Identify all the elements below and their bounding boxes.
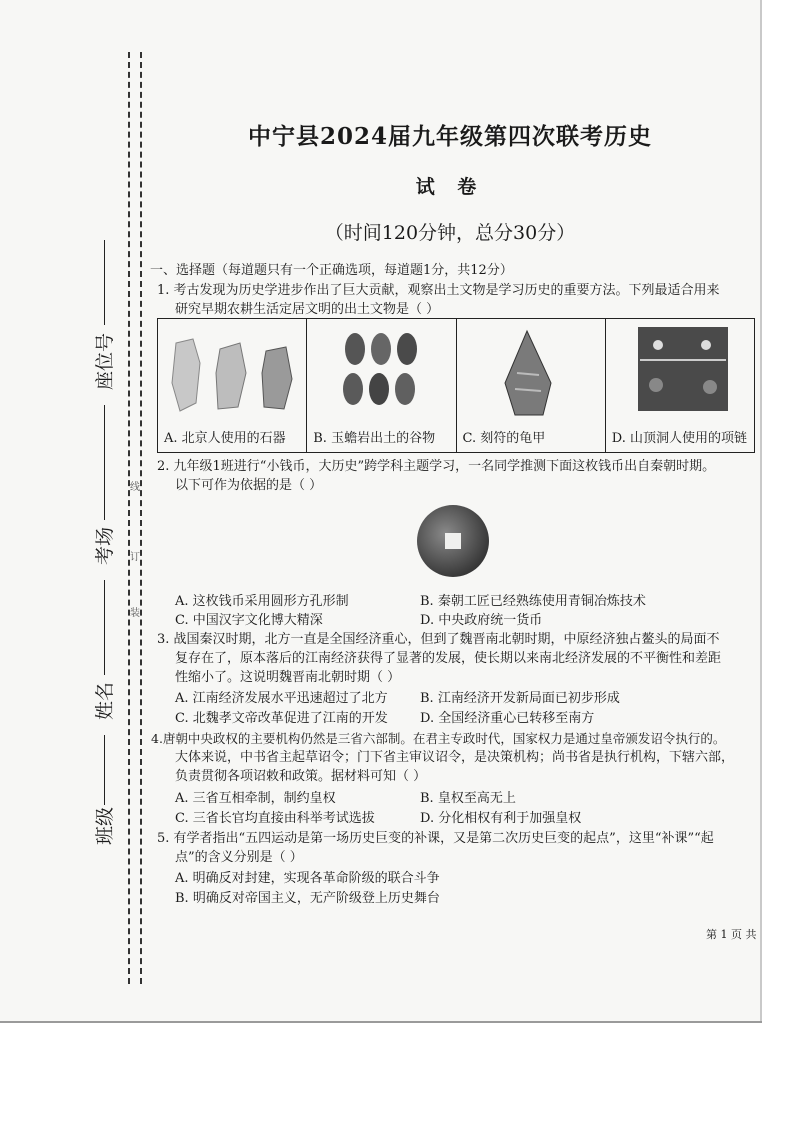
- q1-stem-line1: 1. 考古发现为历史学进步作出了巨大贡献，观察出土文物是学习历史的重要方法。下列最适合用来: [157, 283, 720, 298]
- q5-option-a[interactable]: A. 明确反对封建，实现各革命阶级的联合斗争: [175, 871, 440, 886]
- q2-option-b[interactable]: B. 秦朝工匠已经熟练使用青铜冶炼技术: [420, 594, 646, 609]
- q2-option-a[interactable]: A. 这枚钱币采用圆形方孔形制: [175, 594, 349, 609]
- seat-blank-line[interactable]: [104, 240, 105, 325]
- q1-option-c-label: C. 刻符的龟甲: [462, 431, 546, 446]
- q1-option-b-cell[interactable]: [307, 319, 456, 452]
- q3-option-b[interactable]: B. 江南经济开发新局面已初步形成: [420, 691, 620, 706]
- q1-option-d-cell[interactable]: [606, 319, 754, 452]
- name-label: 姓名: [94, 681, 116, 720]
- q1-option-b-label: B. 玉蟾岩出土的谷物: [313, 431, 436, 446]
- sheet-right-edge: [760, 0, 762, 1022]
- sheet-bottom-edge: [0, 1021, 762, 1023]
- exam-subtitle: 试 卷: [415, 176, 485, 198]
- q4-stem-line3: 负责贯彻各项诏敕和政策。据材料可知（ ）: [175, 769, 427, 784]
- exam-title: 中宁县2024届九年级第四次联考历史: [247, 123, 652, 150]
- time-score-note: （时间120分钟，总分30分）: [324, 222, 576, 244]
- q4-option-a[interactable]: A. 三省互相牵制，制约皇权: [175, 791, 336, 806]
- name-blank-line[interactable]: [104, 580, 105, 675]
- q4-option-d[interactable]: D. 分化相权有利于加强皇权: [420, 811, 582, 826]
- exam-room-label: 考场: [94, 526, 116, 565]
- q2-stem-line1: 2. 九年级1班进行“小钱币，大历史”跨学科主题学习，一名同学推测下面这枚钱币出自秦朝时期。: [157, 459, 716, 474]
- page-number: 第 1 页 共: [706, 928, 757, 941]
- binding-mark: 订: [130, 552, 140, 563]
- q1-option-a-label: A. 北京人使用的石器: [164, 431, 286, 446]
- binding-dashed-line: [128, 52, 142, 984]
- q1-option-a-cell[interactable]: [158, 319, 307, 452]
- class-label: 班级: [94, 806, 116, 845]
- q5-stem-line2: 点”的含义分别是（ ）: [175, 850, 303, 865]
- q5-option-b[interactable]: B. 明确反对帝国主义，无产阶级登上历史舞台: [175, 891, 440, 906]
- q2-option-d[interactable]: D. 中央政府统一货币: [420, 613, 543, 628]
- q4-option-c[interactable]: C. 三省长官均直接由科举考试选拔: [175, 811, 375, 826]
- oracle-bone-image: [457, 323, 605, 423]
- q2-option-c[interactable]: C. 中国汉字文化博大精深: [175, 613, 323, 628]
- q5-stem-line1: 5. 有学者指出“五四运动是第一场历史巨变的补课，又是第二次历史巨变的起点”，这里“补课”“起: [157, 831, 714, 846]
- q1-option-d-label: D. 山顶洞人使用的项链: [611, 431, 747, 446]
- q4-stem-line2: 大体来说，中书省主起草诏令；门下省主审议诏令，是决策机构；尚书省是执行机构，下辖六部，: [175, 750, 735, 765]
- q1-option-c-cell[interactable]: [457, 319, 606, 452]
- q3-stem-line3: 性缩小了。这说明魏晋南北朝时期（ ）: [175, 670, 401, 685]
- room-blank-line[interactable]: [104, 405, 105, 520]
- coin-image: [417, 505, 489, 577]
- stone-tools-image: [158, 323, 306, 423]
- class-blank-line[interactable]: [104, 735, 105, 805]
- coin-square-hole: [445, 533, 461, 549]
- grains-image: [307, 323, 455, 423]
- q4-stem-line1: 4.唐朝中央政权的主要机构仍然是三省六部制。在君主专政时代，国家权力是通过皇帝颁发诏令执行的。: [151, 731, 726, 746]
- q1-stem-line2: 研究早期农耕生活定居文明的出土文物是（ ）: [175, 302, 440, 317]
- q2-stem-line2: 以下可作为依据的是（ ）: [175, 478, 323, 493]
- q3-option-d[interactable]: D. 全国经济重心已转移至南方: [420, 711, 595, 726]
- q3-stem-line2: 复存在了，原本落后的江南经济获得了显著的发展，使长期以来南北经济发展的不平衡性和差距: [175, 651, 722, 666]
- binding-mark: 线: [130, 482, 140, 493]
- section-heading: 一、选择题（每道题只有一个正确选项，每道题1分，共12分）: [150, 263, 513, 278]
- q3-stem-line1: 3. 战国秦汉时期，北方一直是全国经济重心，但到了魏晋南北朝时期，中原经济独占鳌头的局面不: [157, 632, 720, 647]
- necklace-image: [606, 323, 754, 423]
- q3-option-c[interactable]: C. 北魏孝文帝改革促进了江南的开发: [175, 711, 388, 726]
- q1-option-table: [157, 318, 755, 453]
- q4-option-b[interactable]: B. 皇权至高无上: [420, 791, 516, 806]
- q3-option-a[interactable]: A. 江南经济发展水平迅速超过了北方: [175, 691, 388, 706]
- binding-mark: 装: [130, 608, 140, 619]
- seat-number-label: 座位号: [94, 332, 116, 390]
